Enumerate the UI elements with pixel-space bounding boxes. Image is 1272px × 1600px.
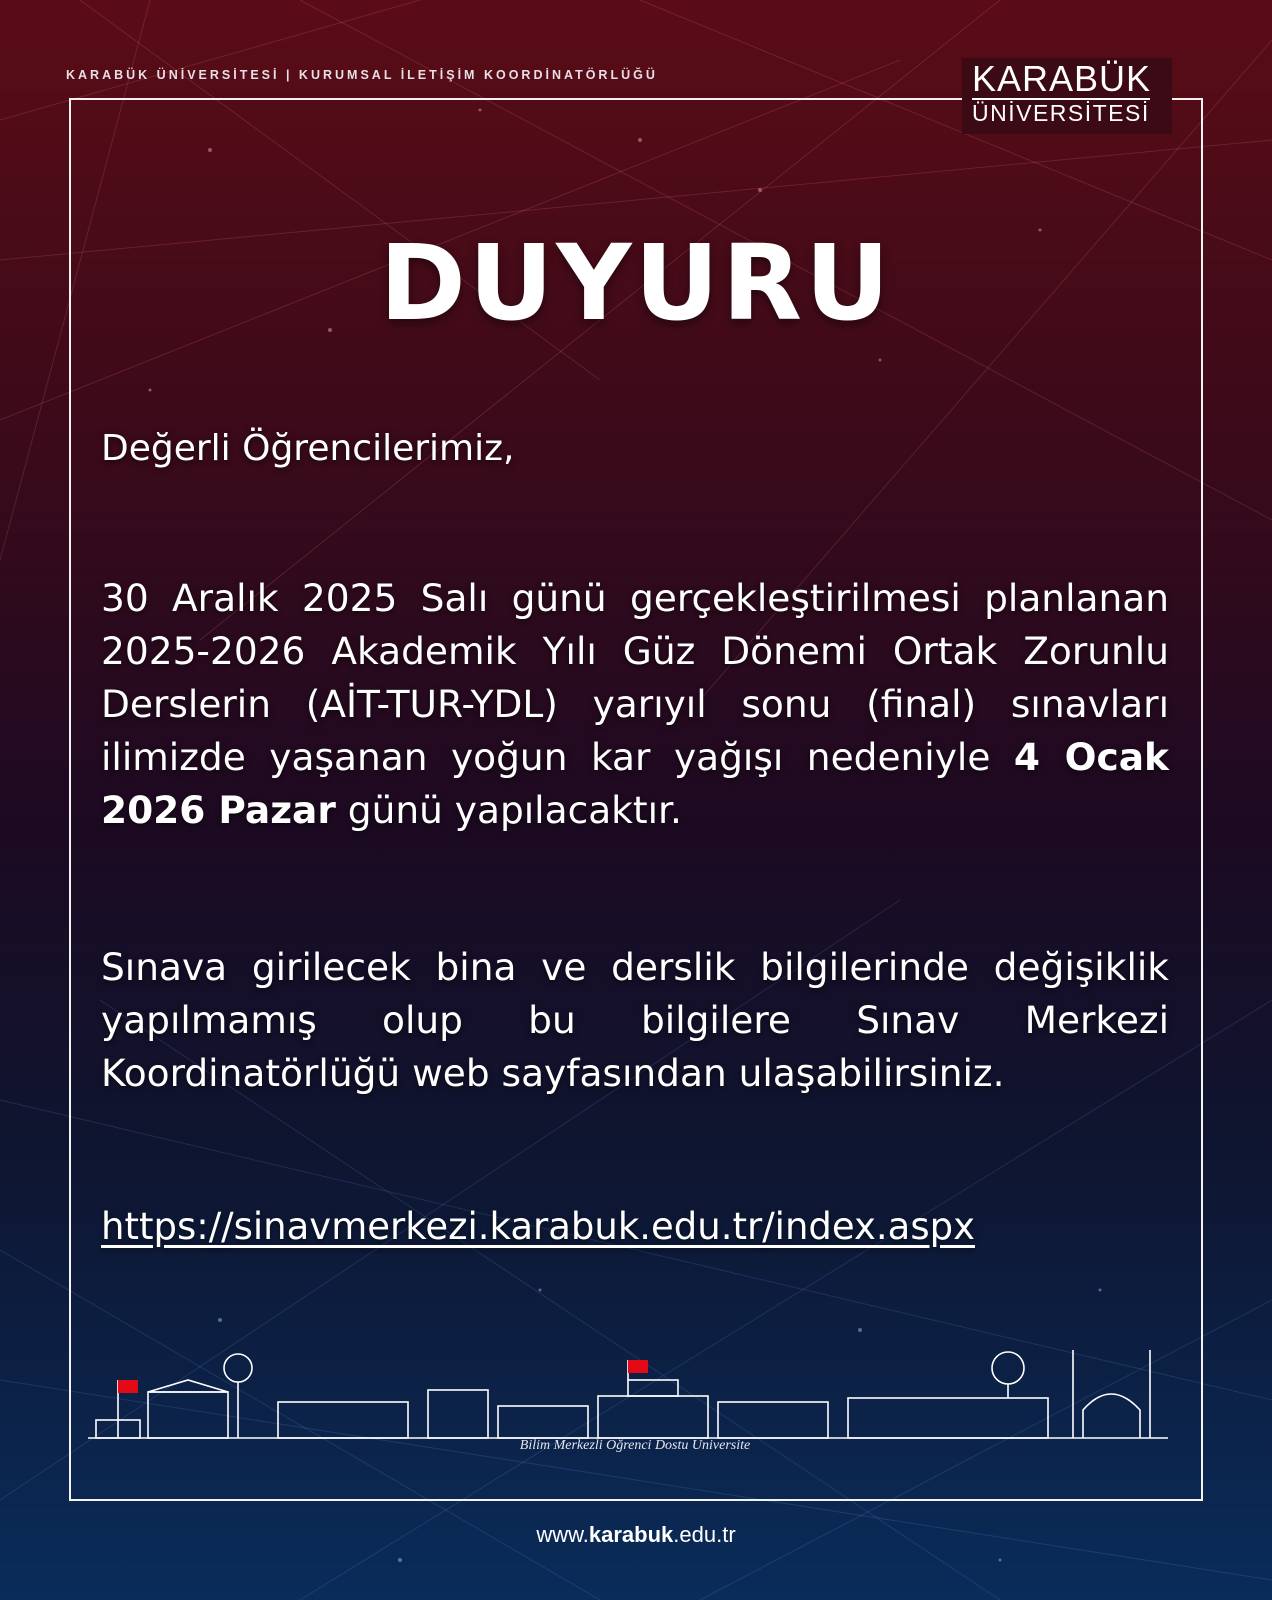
- university-motto: Bilim Merkezli Öğrenci Dostu Üniversite: [519, 1438, 751, 1453]
- footer-url-suffix: .edu.tr: [673, 1522, 736, 1547]
- paragraph1-text-after: günü yapılacaktır.: [335, 788, 682, 832]
- announcement-paragraph-2: Sınava girilecek bina ve derslik bilgilerinde değişiklik yapılmamış olup bu bilgilere Sınav Merkezi Koordinatörlüğü web sayfasından ulaşabilirsiniz.: [101, 945, 1169, 1095]
- logo-line2: ÜNİVERSİTESİ: [972, 100, 1150, 126]
- announcement-paragraph-1: [101, 572, 1169, 837]
- exam-date-highlight: 4 Ocak 2026 Pazar: [101, 735, 1169, 832]
- website-url[interactable]: [0, 1522, 1272, 1548]
- greeting-text: Değerli Öğrencilerimiz,: [101, 428, 515, 469]
- footer-url-prefix: www.: [536, 1522, 589, 1547]
- university-logo: [962, 58, 1172, 134]
- announcement-headline: DUYURU: [379, 222, 893, 344]
- exam-center-link[interactable]: https://sinavmerkezi.karabuk.edu.tr/index.aspx: [101, 1205, 975, 1248]
- paragraph1-text-before: 30 Aralık 2025 Salı günü gerçekleştirilmesi planlanan 2025-2026 Akademik Yılı Güz Dönemi Ortak Zorunlu Derslerin (AİT-TUR-YDL) yarıyıl sonu (final) sınavları ilimizde yaşanan yoğun kar yağışı nedeniyle: [101, 576, 1169, 779]
- footer-url-bold: karabuk: [588, 1522, 674, 1547]
- institution-label: KARABÜK ÜNİVERSİTESİ | KURUMSAL İLETİŞİM KOORDİNATÖRLÜĞÜ: [66, 68, 658, 82]
- logo-line1: KARABÜK: [972, 58, 1152, 99]
